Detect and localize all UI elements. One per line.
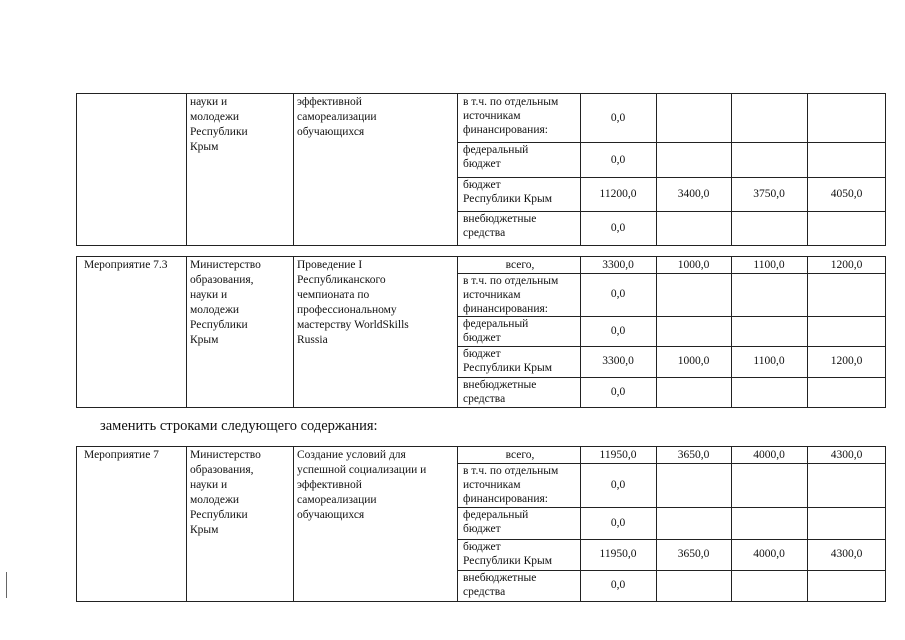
funding-amount: 11950,0: [599, 449, 637, 462]
column-divider: [186, 94, 187, 245]
funding-amount: 3400,0: [677, 187, 710, 200]
column-divider: [76, 94, 77, 245]
activity-title: Создание условий для успешной социализации и эффективной самореализации обучающихся: [297, 449, 427, 521]
funding-source-label: бюджет Республики Крым: [463, 348, 552, 375]
column-divider: [731, 257, 732, 407]
column-divider: [656, 447, 657, 601]
funding-source-label: всего,: [505, 259, 535, 271]
column-divider: [885, 447, 886, 601]
funding-amount: 3650,0: [677, 548, 710, 561]
funding-amount: 3750,0: [753, 187, 785, 200]
column-divider: [186, 257, 187, 407]
funding-amount: 1100,0: [753, 355, 785, 368]
funding-table: [76, 93, 886, 246]
funding-amount: 1200,0: [830, 258, 863, 271]
column-divider: [656, 257, 657, 407]
activity-title: эффективной самореализации обучающихся: [297, 96, 377, 138]
funding-amount: 1000,0: [677, 258, 710, 271]
funding-amount: 0,0: [610, 516, 626, 529]
column-divider: [807, 257, 808, 407]
funding-amount: 4300,0: [830, 449, 863, 462]
responsible-agency: Министерство образования, науки и молодежи Республики Крым: [190, 449, 261, 536]
funding-source-label: внебюджетные средства: [463, 571, 537, 598]
funding-amount: 0,0: [610, 112, 626, 125]
funding-amount: 11200,0: [599, 187, 637, 200]
column-divider: [731, 447, 732, 601]
funding-source-label: федеральный бюджет: [463, 317, 529, 344]
activity-name: Мероприятие 7.3: [84, 259, 168, 271]
column-divider: [186, 447, 187, 601]
funding-amount: 0,0: [610, 579, 626, 592]
funding-table: [76, 446, 886, 602]
funding-amount: 0,0: [610, 288, 626, 301]
funding-amount: 3300,0: [602, 258, 634, 271]
column-divider: [457, 447, 458, 601]
funding-amount: 0,0: [610, 325, 626, 338]
funding-source-label: в т.ч. по отдельным источникам финансирования:: [463, 465, 559, 506]
scan-mark: [6, 572, 7, 598]
column-divider: [293, 257, 294, 407]
funding-amount: 0,0: [610, 385, 626, 398]
funding-amount: 1000,0: [677, 355, 710, 368]
column-divider: [656, 94, 657, 245]
replacement-caption: заменить строками следующего содержания:: [100, 418, 378, 434]
funding-amount: 1100,0: [753, 258, 785, 271]
funding-amount: 4050,0: [830, 187, 863, 200]
column-divider: [76, 447, 77, 601]
funding-source-label: всего,: [505, 449, 535, 461]
column-divider: [807, 447, 808, 601]
funding-amount: 0,0: [610, 221, 626, 234]
funding-amount: 4000,0: [753, 449, 785, 462]
funding-amount: 11950,0: [599, 548, 637, 561]
column-divider: [731, 94, 732, 245]
column-divider: [76, 257, 77, 407]
funding-amount: 3650,0: [677, 449, 710, 462]
funding-amount: 4300,0: [830, 548, 863, 561]
funding-amount: 1200,0: [830, 355, 863, 368]
column-divider: [457, 94, 458, 245]
funding-source-label: в т.ч. по отдельным источникам финансирования:: [463, 274, 559, 315]
funding-source-label: бюджет Республики Крым: [463, 178, 552, 205]
activity-name: Мероприятие 7: [84, 449, 159, 461]
responsible-agency: Министерство образования, науки и молодежи Республики Крым: [190, 259, 261, 346]
responsible-agency: науки и молодежи Республики Крым: [190, 96, 248, 153]
funding-amount: 0,0: [610, 479, 626, 492]
column-divider: [293, 94, 294, 245]
activity-title: Проведение I Республиканского чемпионата по профессиональному мастерству WorldSkills Russia: [297, 259, 409, 346]
funding-source-label: федеральный бюджет: [463, 509, 529, 536]
column-divider: [885, 94, 886, 245]
funding-table: [76, 256, 886, 408]
funding-source-label: внебюджетные средства: [463, 378, 537, 405]
funding-amount: 4000,0: [753, 548, 785, 561]
funding-source-label: внебюджетные средства: [463, 212, 537, 239]
funding-source-label: в т.ч. по отдельным источникам финансирования:: [463, 96, 559, 136]
funding-amount: 3300,0: [602, 355, 634, 368]
funding-source-label: бюджет Республики Крым: [463, 540, 552, 567]
column-divider: [293, 447, 294, 601]
funding-source-label: федеральный бюджет: [463, 144, 529, 171]
column-divider: [807, 94, 808, 245]
funding-amount: 0,0: [610, 153, 626, 166]
column-divider: [885, 257, 886, 407]
column-divider: [457, 257, 458, 407]
